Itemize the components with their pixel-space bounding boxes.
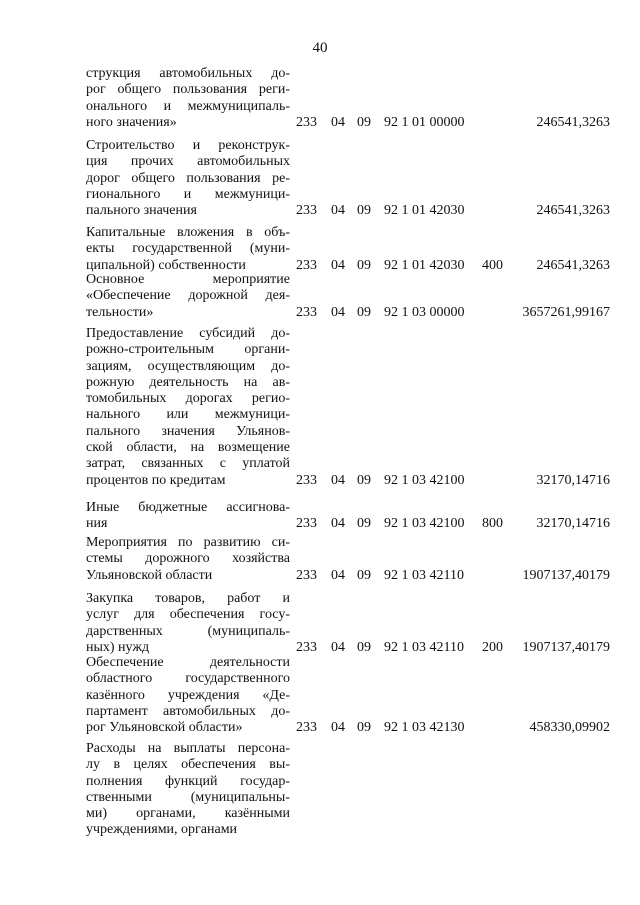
description-line: Капитальные вложения в объ- (86, 225, 290, 240)
row-description (86, 138, 290, 219)
amount: 246541,3263 (536, 114, 610, 130)
description-line: рог общего пользования реги- (86, 82, 290, 98)
description-line: услуг для обеспечения госу- (86, 607, 290, 623)
ved-code: 233 (296, 567, 317, 583)
description-line: струкция автомобильных до- (86, 66, 290, 81)
ved-code: 233 (296, 304, 317, 320)
subsection-code: 09 (357, 472, 371, 488)
description-line: пального значения Ульянов- (86, 423, 290, 439)
row-description (86, 66, 290, 131)
subsection-code: 09 (357, 720, 371, 736)
description-line: Строительство и реконструк- (86, 138, 290, 153)
target-article-code: 92 1 03 42100 (384, 516, 465, 532)
description-line: областного государственного (86, 671, 290, 687)
row-description (86, 535, 290, 584)
row-description (86, 741, 290, 839)
ved-code: 233 (296, 114, 317, 130)
target-article-code: 92 1 03 42110 (384, 639, 464, 655)
expense-type-code: 400 (482, 257, 503, 273)
description-line: ской области, на возмещение (86, 440, 290, 456)
description-line: нального или межмуници- (86, 407, 290, 423)
subsection-code: 09 (357, 203, 371, 219)
section-code: 04 (331, 639, 345, 655)
target-article-code: 92 1 03 00000 (384, 304, 465, 320)
description-line: дарственных (муниципаль- (86, 623, 290, 639)
section-code: 04 (331, 257, 345, 273)
amount: 32170,14716 (536, 472, 610, 488)
description-line: рожно-строительным органи- (86, 342, 290, 358)
amount: 246541,3263 (536, 257, 610, 273)
description-line: Закупка товаров, работ и (86, 591, 290, 606)
target-article-code: 92 1 03 42130 (384, 720, 465, 736)
ved-code: 233 (296, 516, 317, 532)
ved-code: 233 (296, 472, 317, 488)
description-line: томобильных дорогах регио- (86, 391, 290, 407)
description-line: ния (86, 516, 108, 532)
description-line: Расходы на выплаты персона- (86, 741, 290, 756)
description-line: Ульяновской области (86, 567, 213, 583)
subsection-code: 09 (357, 114, 371, 130)
description-line: дорог общего пользования ре- (86, 170, 290, 186)
row-description (86, 500, 290, 533)
description-line: Основное мероприятие (86, 272, 290, 287)
target-article-code: 92 1 01 42030 (384, 203, 465, 219)
description-line: ципальной) собственности (86, 257, 246, 273)
description-line: Предоставление субсидий до- (86, 326, 290, 341)
description-line: рожную деятельность на ав- (86, 374, 290, 390)
row-description (86, 655, 290, 736)
section-code: 04 (331, 203, 345, 219)
description-line: Иные бюджетные ассигнова- (86, 500, 290, 515)
subsection-code: 09 (357, 639, 371, 655)
row-description (86, 591, 290, 656)
description-line: ция прочих автомобильных (86, 154, 290, 170)
amount: 458330,09902 (529, 720, 610, 736)
description-line: учреждениями, органами (86, 822, 238, 838)
section-code: 04 (331, 516, 345, 532)
target-article-code: 92 1 01 00000 (384, 114, 465, 130)
ved-code: 233 (296, 257, 317, 273)
description-line: зациям, осуществляющим до- (86, 358, 290, 374)
target-article-code: 92 1 03 42100 (384, 472, 465, 488)
expense-type-code: 800 (482, 516, 503, 532)
description-line: «Обеспечение дорожной дея- (86, 288, 290, 304)
amount: 1907137,40179 (522, 639, 610, 655)
section-code: 04 (331, 567, 345, 583)
subsection-code: 09 (357, 304, 371, 320)
description-line: стемы дорожного хозяйства (86, 551, 290, 567)
section-code: 04 (331, 720, 345, 736)
section-code: 04 (331, 114, 345, 130)
target-article-code: 92 1 01 42030 (384, 257, 465, 273)
row-description (86, 225, 290, 274)
amount: 1907137,40179 (522, 567, 610, 583)
description-line: онального и межмуниципаль- (86, 98, 290, 114)
description-line: пального значения (86, 203, 197, 219)
amount: 3657261,99167 (522, 304, 610, 320)
target-article-code: 92 1 03 42110 (384, 567, 464, 583)
subsection-code: 09 (357, 567, 371, 583)
description-line: ных) нужд (86, 639, 150, 655)
description-line: рог Ульяновской области» (86, 720, 243, 736)
description-line: лу в целях обеспечения вы- (86, 757, 290, 773)
description-line: ного значения» (86, 114, 177, 130)
amount: 246541,3263 (536, 203, 610, 219)
description-line: затрат, связанных с уплатой (86, 456, 290, 472)
description-line: казённого учреждения «Де- (86, 687, 290, 703)
description-line: гионального и межмуници- (86, 186, 290, 202)
description-line: полнения функций государ- (86, 773, 290, 789)
ved-code: 233 (296, 203, 317, 219)
description-line: процентов по кредитам (86, 472, 226, 488)
subsection-code: 09 (357, 257, 371, 273)
expense-type-code: 200 (482, 639, 503, 655)
row-description (86, 326, 290, 489)
description-line: ми) органами, казёнными (86, 806, 290, 822)
description-line: партамент автомобильных до- (86, 703, 290, 719)
section-code: 04 (331, 304, 345, 320)
ved-code: 233 (296, 720, 317, 736)
row-description (86, 272, 290, 321)
description-line: ственными (муниципальны- (86, 789, 290, 805)
description-line: Мероприятия по развитию си- (86, 535, 290, 550)
description-line: екты государственной (муни- (86, 241, 290, 257)
amount: 32170,14716 (536, 516, 610, 532)
subsection-code: 09 (357, 516, 371, 532)
section-code: 04 (331, 472, 345, 488)
description-line: Обеспечение деятельности (86, 655, 290, 670)
page-number: 40 (312, 40, 328, 56)
description-line: тельности» (86, 304, 154, 320)
ved-code: 233 (296, 639, 317, 655)
